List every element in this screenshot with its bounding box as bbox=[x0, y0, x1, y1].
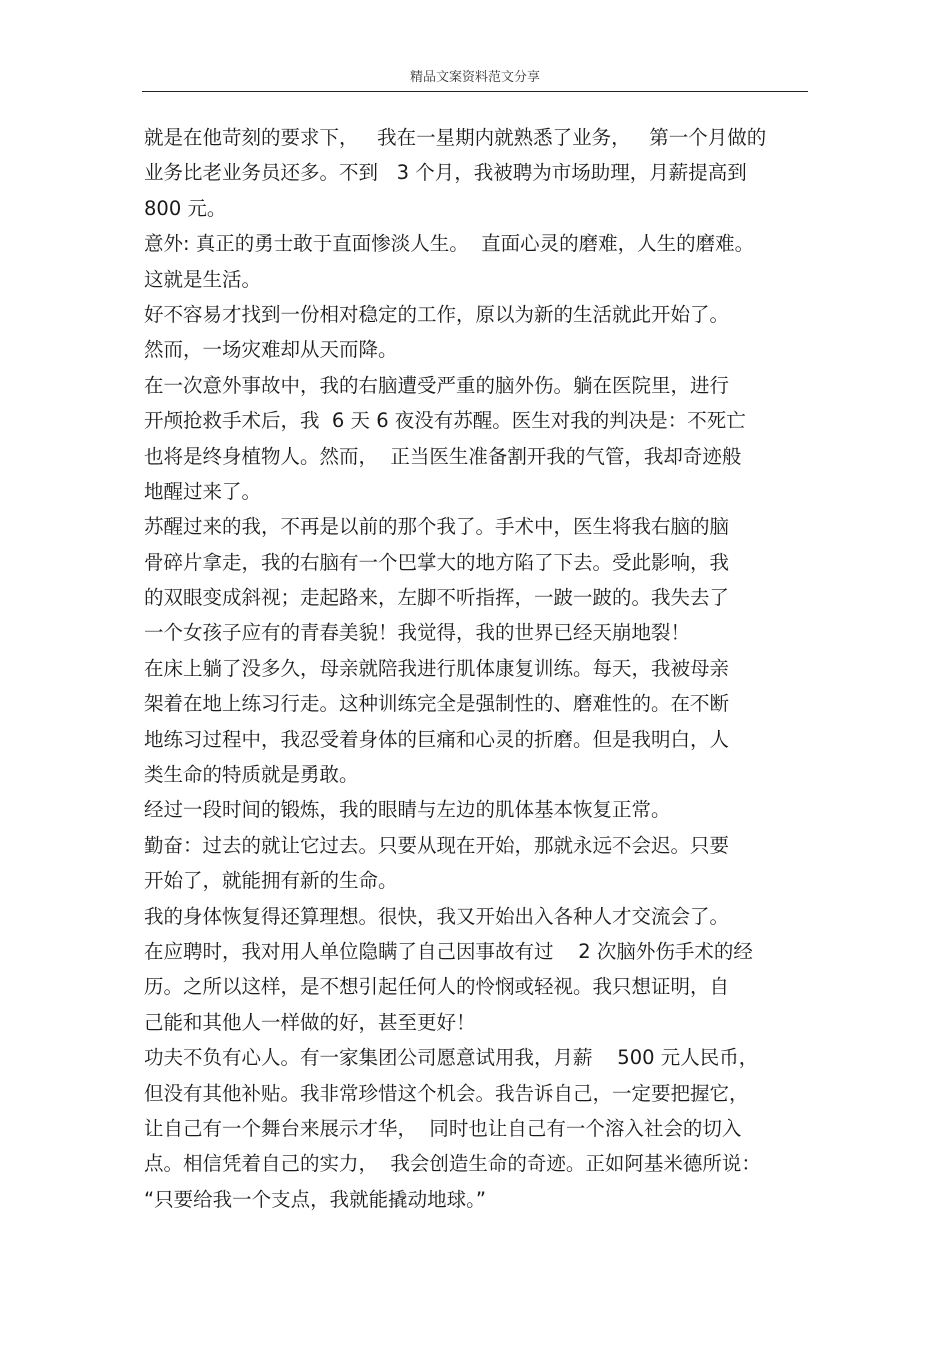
body-text-line: “只要给我一个支点，我就能撬动地球。” bbox=[144, 1187, 486, 1211]
body-text-line: 苏醒过来的我，不再是以前的那个我了。手术中，医生将我右脑的脑 bbox=[144, 515, 730, 539]
body-text-line: 地练习过程中，我忍受着身体的巨痛和心灵的折磨。但是我明白，人 bbox=[144, 727, 730, 751]
body-text-line: 功夫不负有心人。有一家集团公司愿意试用我，月薪 500 元人民币， bbox=[144, 1046, 759, 1070]
header-divider bbox=[142, 91, 808, 92]
body-text-line: 历。之所以这样，是不想引起任何人的怜悯或轻视。我只想证明，自 bbox=[144, 975, 730, 999]
body-text-line: 业务比老业务员还多。不到 3 个月，我被聘为市场助理，月薪提高到 bbox=[144, 161, 747, 185]
body-text-line: 的双眼变成斜视；走起路来，左脚不听指挥，一跛一跛的。我失去了 bbox=[144, 586, 730, 610]
body-text-line: 类生命的特质就是勇敢。 bbox=[144, 763, 359, 787]
document-body bbox=[144, 120, 804, 1217]
page-header-title: 精品文案资料范文分享 bbox=[409, 70, 540, 85]
body-text-line: 800 元。 bbox=[144, 196, 227, 220]
body-text-line: 好不容易才找到一份相对稳定的工作，原以为新的生活就此开始了。 bbox=[144, 302, 730, 326]
body-text-line: 点。相信凭着自己的实力， 我会创造生命的奇迹。正如阿基米德所说： bbox=[144, 1152, 761, 1176]
body-text-line: 架着在地上练习行走。这种训练完全是强制性的、磨难性的。在不断 bbox=[144, 692, 730, 716]
body-text-line: 开颅抢救手术后，我 6 天 6 夜没有苏醒。医生对我的判决是：不死亡 bbox=[144, 409, 746, 433]
body-text-line: 让自己有一个舞台来展示才华， 同时也让自己有一个溶入社会的切入 bbox=[144, 1116, 742, 1140]
body-text-line: 我的身体恢复得还算理想。很快，我又开始出入各种人才交流会了。 bbox=[144, 904, 730, 928]
body-text-line: 己能和其他人一样做的好，甚至更好！ bbox=[144, 1010, 476, 1034]
body-text-line: 在一次意外事故中，我的右脑遭受严重的脑外伤。躺在医院里，进行 bbox=[144, 373, 730, 397]
body-text-line: 在应聘时，我对用人单位隐瞒了自己因事故有过 2 次脑外伤手术的经 bbox=[144, 939, 753, 963]
body-text-line: 这就是生活。 bbox=[144, 267, 262, 291]
body-text-line: 勤奋：过去的就让它过去。只要从现在开始，那就永远不会迟。只要 bbox=[144, 833, 730, 857]
body-text-line: 意外: 真正的勇士敢于直面惨淡人生。 直面心灵的磨难，人生的磨难。 bbox=[144, 232, 755, 256]
body-text-line: 但没有其他补贴。我非常珍惜这个机会。我告诉自己，一定要把握它， bbox=[144, 1081, 749, 1105]
body-text-line: 在床上躺了没多久，母亲就陪我进行肌体康复训练。每天，我被母亲 bbox=[144, 656, 730, 680]
body-text-line: 也将是终身植物人。然而， 正当医生准备割开我的气管，我却奇迹般 bbox=[144, 444, 742, 468]
body-text-line: 开始了，就能拥有新的生命。 bbox=[144, 869, 398, 893]
body-text-line: 骨碎片拿走，我的右脑有一个巴掌大的地方陷了下去。受此影响，我 bbox=[144, 550, 730, 574]
body-text-line: 就是在他苛刻的要求下， 我在一星期内就熟悉了业务， 第一个月做的 bbox=[144, 126, 767, 149]
body-text-line: 地醒过来了。 bbox=[144, 479, 262, 503]
body-text-line: 一个女孩子应有的青春美貌！我觉得，我的世界已经天崩地裂！ bbox=[144, 621, 691, 645]
body-text-line: 然而，一场灾难却从天而降。 bbox=[144, 338, 398, 362]
body-text-line: 经过一段时间的锻炼，我的眼睛与左边的肌体基本恢复正常。 bbox=[144, 798, 671, 822]
